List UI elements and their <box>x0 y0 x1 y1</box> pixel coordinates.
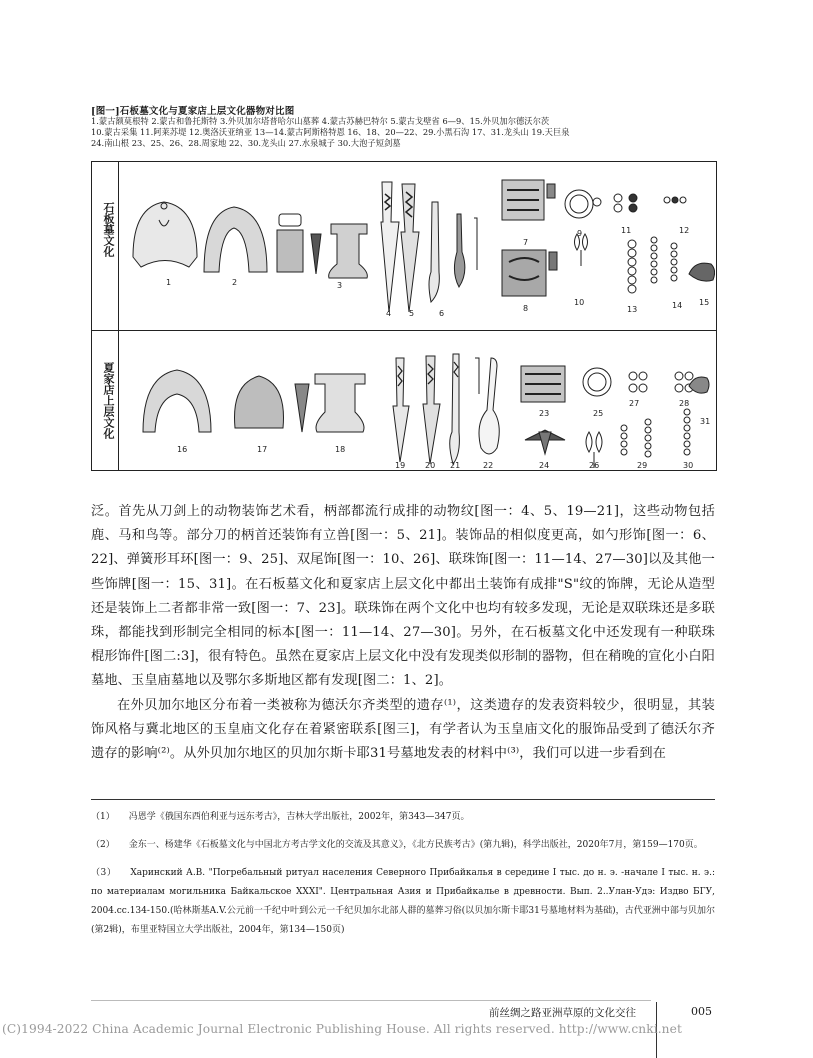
fig-number: 5 <box>409 309 415 318</box>
body-text <box>91 500 715 766</box>
plaque-drawing-23 <box>521 366 565 402</box>
footnote-mark: （2） <box>91 840 115 850</box>
running-title: 前丝绸之路亚洲草原的文化交往 <box>489 1007 636 1019</box>
earring-drawing-9 <box>565 190 601 218</box>
knife-drawing-6 <box>429 202 477 302</box>
legend-line: 1.蒙古额莫根特 2.蒙古和鲁托斯特 3.外贝加尔塔普哈尔山墓葬 4.蒙古苏赫巴特尔 5.蒙古戈壁省 6—9、15.外贝加尔德沃尔茨 <box>91 116 550 126</box>
fig-number: 2 <box>232 278 238 287</box>
plaque-drawing-8 <box>502 250 557 296</box>
footnote-text: 冯恩学《俄国东西伯利亚与远东考古》，吉林大学出版社，2002年，第343—347页。 <box>128 812 470 822</box>
fig-number: 7 <box>523 238 529 247</box>
spoon-drawing-22 <box>475 358 499 454</box>
fig-number: 29 <box>637 461 648 470</box>
fig-number: 30 <box>683 461 694 470</box>
helmet-drawing-16 <box>143 370 211 432</box>
helmet-drawing-2 <box>204 207 267 272</box>
fig-number: 24 <box>539 461 550 470</box>
footnote-rule <box>91 799 715 800</box>
fig-number: 17 <box>257 445 268 454</box>
fig-number: 1 <box>166 278 172 287</box>
bird-plaque-24 <box>525 430 565 454</box>
fig-number: 9 <box>577 229 583 238</box>
helmet-drawing-17 <box>235 376 310 432</box>
dagger-drawing-5 <box>401 184 419 312</box>
footnotes <box>91 808 715 949</box>
figure-legend <box>91 116 731 148</box>
footnote-text: 金东一、杨建华《石板墓文化与中国北方考古学文化的交流及其意义》，《北方民族考古》(第九辑)，科学出版社，2020年7月，第159—170页。 <box>128 840 703 850</box>
plaque-drawing-15 <box>689 263 715 281</box>
earring-drawing-25 <box>583 368 611 396</box>
fig-number: 16 <box>177 445 188 454</box>
ornament-drawing-3 <box>277 214 367 278</box>
knife-drawing-21 <box>450 354 460 464</box>
helmet-drawing-1 <box>133 202 197 267</box>
beads-drawing-11-12 <box>614 194 686 212</box>
ornament-drawing-18 <box>315 374 365 432</box>
fig-number: 18 <box>335 445 346 454</box>
double-tail-drawing-10 <box>575 234 588 266</box>
footnote-text: Харинский А.В. "Погребальный ритуал населения Северного Прибайкалья в середине I тыс. до н. э. -начале I тыс. н. э.: по материалам могильника Байкальское XXXI". Центральная Азия и Прибайкалье в древности. Вып. 2..Улан-Удэ: Издво БГУ, 2004.cc.134-150.(哈林斯基A.V.公元前一千纪中叶到公元一千纪贝加尔北部人群的墓葬习俗(以贝加尔斯卡耶31号墓地材料为基础)，古代亚洲中部与贝加尔(第2辑)，布里亚特国立大学出版社，2004年，第134—150页) <box>91 868 715 935</box>
artifact-plate <box>91 161 717 471</box>
fig-number: 12 <box>679 226 690 235</box>
footnote <box>91 836 715 855</box>
bead-chains-13-14 <box>628 237 677 293</box>
fig-number: 19 <box>395 461 406 470</box>
page-number: 005 <box>691 1005 712 1018</box>
figure-title: [图一]石板墓文化与夏家店上层文化器物对比图 <box>91 106 295 117</box>
bead-chains-29-30 <box>621 409 690 457</box>
fig-number: 4 <box>386 309 392 318</box>
paragraph: 在外贝加尔地区分布着一类被称为德沃尔齐类型的遗存⁽¹⁾，这类遗存的发表资料较少，很明显，其装饰风格与冀北地区的玉皇庙文化存在着紧密联系[图三]，有学者认为玉皇庙文化的服饰品受到了德沃尔齐遗存的影响⁽²⁾。从外贝加尔地区的贝加尔斯卡耶31号墓地发表的材料中⁽³⁾，我们可以进一步看到在 <box>91 697 715 762</box>
footer-rule <box>91 1000 651 1001</box>
fig-number: 11 <box>621 226 632 235</box>
fig-number: 26 <box>589 461 600 470</box>
footnote <box>91 808 715 827</box>
fig-number: 15 <box>699 298 710 307</box>
fig-number: 10 <box>574 298 585 307</box>
fig-number: 31 <box>700 417 711 426</box>
footnote <box>91 864 715 940</box>
copyright-watermark: (C)1994-2022 China Academic Journal Electronic Publishing House. All rights reserved. http://www.cnki.net <box>2 1022 682 1036</box>
dagger-drawing-20 <box>423 356 440 464</box>
fig-number: 28 <box>679 399 690 408</box>
fig-number: 8 <box>523 304 529 313</box>
footnote-mark: （3） <box>91 868 117 878</box>
row-label-upper-xiajiadian: 夏家店上层文化 <box>102 362 115 439</box>
fig-number: 21 <box>450 461 461 470</box>
fig-number: 25 <box>593 409 604 418</box>
dagger-drawing-4 <box>381 182 399 312</box>
dagger-drawing-19 <box>393 358 409 462</box>
fig-number: 27 <box>629 399 640 408</box>
fig-number: 14 <box>672 301 683 310</box>
legend-line: 10.蒙古采集 11.阿莱苏堤 12.奥洛沃亚纳亚 13—14.蒙古阿斯格特恩 16、18、20—22、29.小黑石沟 17、31.龙头山 19.天巨泉 <box>91 126 570 137</box>
legend-line: 24.南山根 23、25、26、28.周家地 22、30.龙头山 27.水泉城子 30.大泡子短剑墓 <box>91 137 401 148</box>
paragraph: 泛。首先从刀剑上的动物装饰艺术看，柄部都流行成排的动物纹[图一：4、5、19—21]，这些动物包括鹿、马和鸟等。部分刀的柄首还装饰有立兽[图一：5、21]。装饰品的相似度更高，如勺形饰[图一：6、22]、弹簧形耳环[图一：9、25]、双尾饰[图一：10、26]、联珠饰[图一：11—14、27—30]以及其他一些饰牌[图一：15、31]。在石板墓文化和夏家店上层文化中都出土装饰有成排"S"纹的饰牌，无论从造型还是装饰上二者都非常一致[图一：7、23]。联珠饰在两个文化中也均有较多发现，无论是双联珠还是多联珠，都能找到形制完全相同的标本[图一：11—14、27—30]。另外，在石板墓文化中还发现有一种联珠棍形饰件[图二:3]，很有特色。虽然在夏家店上层文化中没有发现类似形制的器物，但在稍晚的宣化小白阳墓地、玉皇庙墓地以及鄂尔多斯地区都有发现[图二：1、2]。 <box>91 504 715 689</box>
artifact-drawings <box>119 162 715 470</box>
fig-number: 13 <box>627 305 638 314</box>
fig-number: 22 <box>483 461 494 470</box>
footnote-mark: （1） <box>91 812 115 822</box>
row-label-slab-tomb: 石板墓文化 <box>102 202 115 257</box>
fig-number: 3 <box>337 281 343 290</box>
fig-number: 6 <box>439 309 445 318</box>
fig-number: 20 <box>425 461 436 470</box>
plaque-drawing-7 <box>502 180 555 220</box>
beads-drawing-27-28 <box>629 372 693 392</box>
fig-number: 23 <box>539 409 550 418</box>
